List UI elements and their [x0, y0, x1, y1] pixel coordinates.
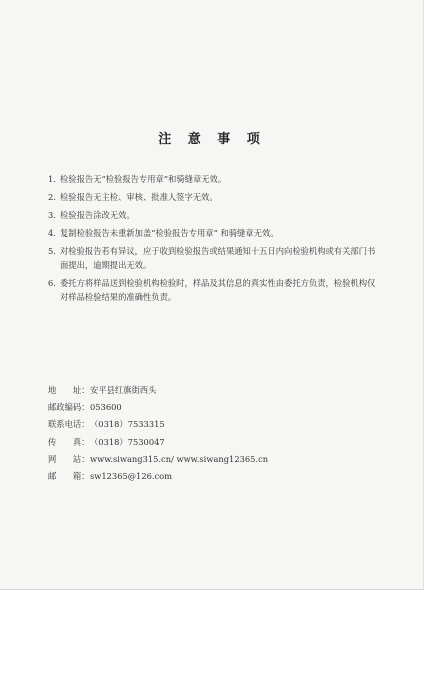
note-text: 委托方将样品送到检验机构检验时，样品及其信息的真实性由委托方负责，检验机构仅对样品检验结果的准确性负责。	[60, 278, 376, 302]
list-item	[48, 190, 378, 204]
note-number: 2.	[48, 192, 56, 202]
notes-list	[48, 172, 378, 308]
contact-value: 安平县红旗街西头	[90, 385, 157, 395]
note-number: 3.	[48, 210, 56, 220]
contact-value: 053600	[90, 402, 122, 413]
contact-label: 联系电话：	[48, 419, 90, 430]
page-title: 注 意 事 项	[158, 132, 266, 147]
contact-value: （0318）7533315	[90, 419, 165, 430]
note-number: 6.	[48, 278, 56, 288]
contact-label: 邮政编码：	[48, 402, 90, 413]
note-number: 4.	[48, 228, 56, 238]
note-text: 检验报告无主检、审核、批准人签字无效。	[60, 192, 218, 202]
contact-label: 传 真：	[48, 436, 90, 447]
list-item	[48, 276, 378, 304]
note-number: 5.	[48, 246, 56, 256]
contact-website	[48, 453, 378, 465]
contact-address	[48, 384, 378, 396]
list-item	[48, 208, 378, 222]
list-item	[48, 244, 378, 272]
note-text: 检验报告涂改无效。	[60, 210, 135, 220]
list-item	[48, 172, 378, 186]
note-text: 对检验报告若有异议，应于收到检验报告或结果通知十五日内向检验机构或有关部门书面提出，逾期提出无效。	[60, 246, 376, 270]
contact-phone	[48, 418, 378, 430]
note-text: 复制检验报告未重新加盖“检验报告专用章” 和骑缝章无效。	[60, 228, 279, 238]
contact-label: 地 址：	[48, 385, 90, 395]
note-number: 1.	[48, 174, 56, 184]
note-text: 检验报告无“检验报告专用章”和骑缝章无效。	[60, 174, 227, 184]
list-item	[48, 226, 378, 240]
contact-label: 网 站：	[48, 453, 90, 464]
contact-email	[48, 470, 378, 482]
contact-value: www.siwang315.cn/ www.siwang12365.cn	[90, 453, 269, 464]
contact-value: （0318）7530047	[90, 436, 165, 447]
contact-postcode	[48, 401, 378, 413]
contact-value: sw12365@126.com	[90, 470, 173, 481]
contact-info	[48, 384, 378, 487]
contact-fax	[48, 436, 378, 448]
contact-label: 邮 箱：	[48, 470, 90, 481]
